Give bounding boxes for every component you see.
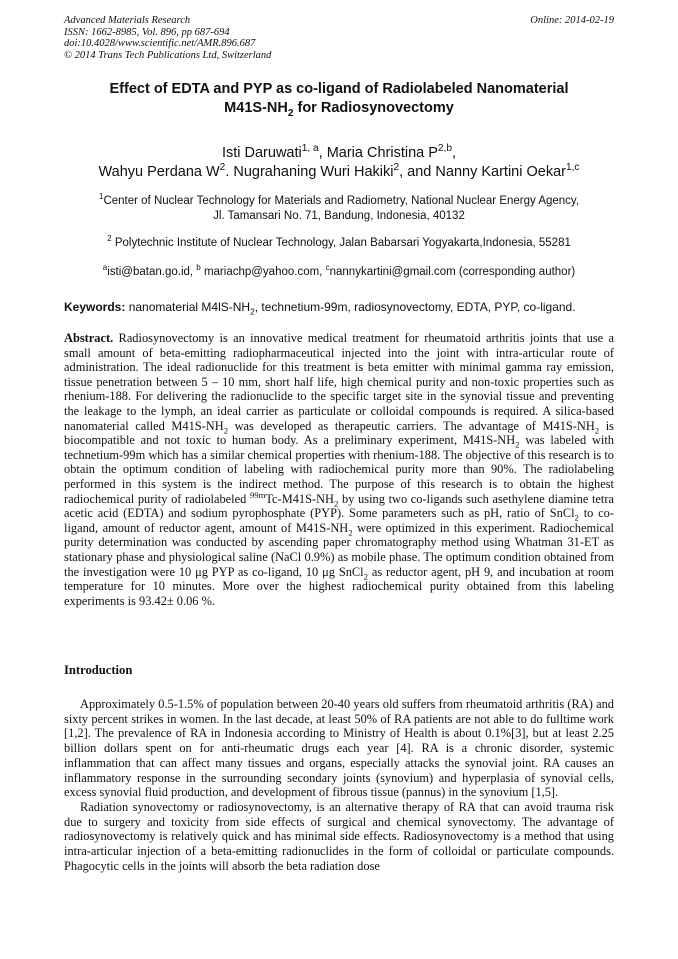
author-list: [64, 144, 614, 182]
copyright-line: © 2014 Trans Tech Publications Ltd, Switzerland: [64, 49, 272, 61]
email-list: $^a$isti@batan.go.id, $^b$ mariachp@yahoo.com, $^c$nannykartini@gmail.com (corresponding author): [102, 263, 576, 278]
title-line-2: $M41S-NH_2$ for Radiosynovectomy: [224, 100, 454, 119]
paper-title: [64, 80, 614, 118]
email-link[interactable]: nannykartini@gmail.com (corresponding author): [329, 266, 576, 278]
keywords: Keywords: nanomaterial $M4lS-NH_2$, technetium-99m, radiosynovectomy, EDTA, PYP, co-ligand.: [64, 300, 576, 317]
journal-name: Advanced Materials Research: [64, 15, 191, 26]
affiliation-1: $^1$Center of Nuclear Technology for Materials and Radiometry, National Nuclear Energy Agency, Jl. Tamansari No. 71, Bandung, Indonesia, 40132: [98, 192, 580, 222]
author-name: Isti Daruwati: [221, 145, 302, 161]
introduction-body: [64, 697, 614, 873]
keywords-label: Keywords:: [64, 300, 126, 314]
paragraph: Approximately 0.5-1.5% of population between 20-40 years old suffers from rheumatoid arthritis (RA) and sixty percent strikes in women. In the last decade, at least 50% of RA patients are not able to do fulltime work [1,2]. The prevalence of RA in Indonesia according to Ministry of Health is about 0.1%[3], but at least 2.25 billion dollars spent on for anti-rheumatic drugs each year [4]. RA is a chronic disorder, systemic inflammation that can affect many tissues and organs, especially attacks the synovial joint. RA causes an inflammatory response in the surrounding secondary joints (synovium) and hyperplasia of synovial cells, excess synovial fluid production, and development of fibrous tissue (pannus) in the synovium [1,5].: [64, 697, 614, 800]
email-link[interactable]: mariachp@yahoo.com,: [200, 266, 326, 278]
author-name: . Nugrahaning Wuri Hakiki: [225, 164, 394, 180]
doi-line: doi:10.4028/www.scientific.net/AMR.896.687: [64, 38, 256, 49]
section-heading-introduction: Introduction: [64, 663, 133, 677]
paragraph: Radiation synovectomy or radiosynovectomy, is an alternative therapy of RA that can avoid trauma risk due to surgery and toxicity from side effects of surgical and chemical synovectomy. The advantage of radiosynovectomy is relatively quick and has minimal side effects. Radiosynovectomy is a method that using intra-articular injection of a beta-emitting radionuclides in the form of colloidal or particulate compounds. Phagocytic cells in the joints will absorb the beta radiation dose: [64, 799, 614, 873]
author-name: Wahyu Perdana W: [98, 164, 220, 180]
abstract: Abstract. Radiosynovectomy is an innovative medical treatment for rheumatoid arthritis joints that use a small amount of beta-emitting radiopharmaceutical injected into the joint with intra-articular route of administration. The ideal radionuclide for this treatment is beta emitter with minimal gamma ray emission, tissue penetration between 5 – 10 mm, short half life, high chemical purity and non-toxic properties such as rhenium-188. For delivering the radionuclide to the specific target site in the synovial tissue and preventing the leakage to the lymph, an ideal carrier as particulate or colloidal compounds is required. A silica-based nanomaterial called $M41S-NH_2$ was developed as therapeutic carriers. The advantage of $M41S-NH_2$ is biocompatible and not toxic to human body. As a preliminary experiment, $M41S-NH_2$ was labeled with technetium-99m which has a similar chemical properties with rhenium-188. The objective of this research is to obtain the optimum condition of labeling with radiochemical purity more than 90%. The radiolabeling performed in this system is the indirect method. The purpose of this research is to obtain the highest radiochemical purity of radiolabeled $^{99m}Tc-M41S-NH_2$ by using two co-ligands such asethylene diamine tetra acetic acid (EDTA) and sodium pyrophosphate (PYP). Some parameters such as pH, ratio of SnCl$_2$ to co-ligand, amount of reductor agent, amount of $M41S-NH_2$ were optimized in this experiment. Radiochemical purity determination was conducted by ascending paper chromatography method using Whatman 31-ET as stationary phase and physiological saline (NaCl 0.9%) as mobile phase. The optimum condition obtained from the investigation were 10 μg PYP as co-ligand, 10 μg SnCl$_2$ as reductor agent, pH 9, and incubation at room temperature for 10 minutes. More over the highest radiochemical purity obtained from this labeling experiments is 93.42± 0.06 %.: [64, 331, 615, 608]
author-name: , and Nanny Kartini Oekar: [399, 164, 566, 180]
journal-header: [64, 15, 271, 61]
title-line-1: Effect of EDTA and PYP as co-ligand of Radiolabeled Nanomaterial: [109, 81, 569, 97]
abstract-label: Abstract.: [64, 331, 114, 345]
affiliation-2: $^2$ Polytechnic Institute of Nuclear Technology, Jalan Babarsari Yogyakarta,Indonesia, 55281: [107, 234, 571, 249]
author-line-2: Wahyu Perdana $W^2$. Nugrahaning Wuri Hakiki$^2$, and Nanny Kartini Oekar$^{1,c}$: [98, 162, 580, 180]
email-link[interactable]: isti@batan.go.id,: [107, 266, 197, 278]
author-line-1: Isti Daruwati$^{1, a}$, Maria Christina P$^{2,b}$,: [221, 143, 457, 161]
issn-line: ISSN: 1662-8985, Vol. 896, pp 687-694: [64, 26, 230, 38]
author-name: , Maria Christina P: [318, 145, 438, 161]
online-date: Online: 2014-02-19: [530, 15, 614, 26]
